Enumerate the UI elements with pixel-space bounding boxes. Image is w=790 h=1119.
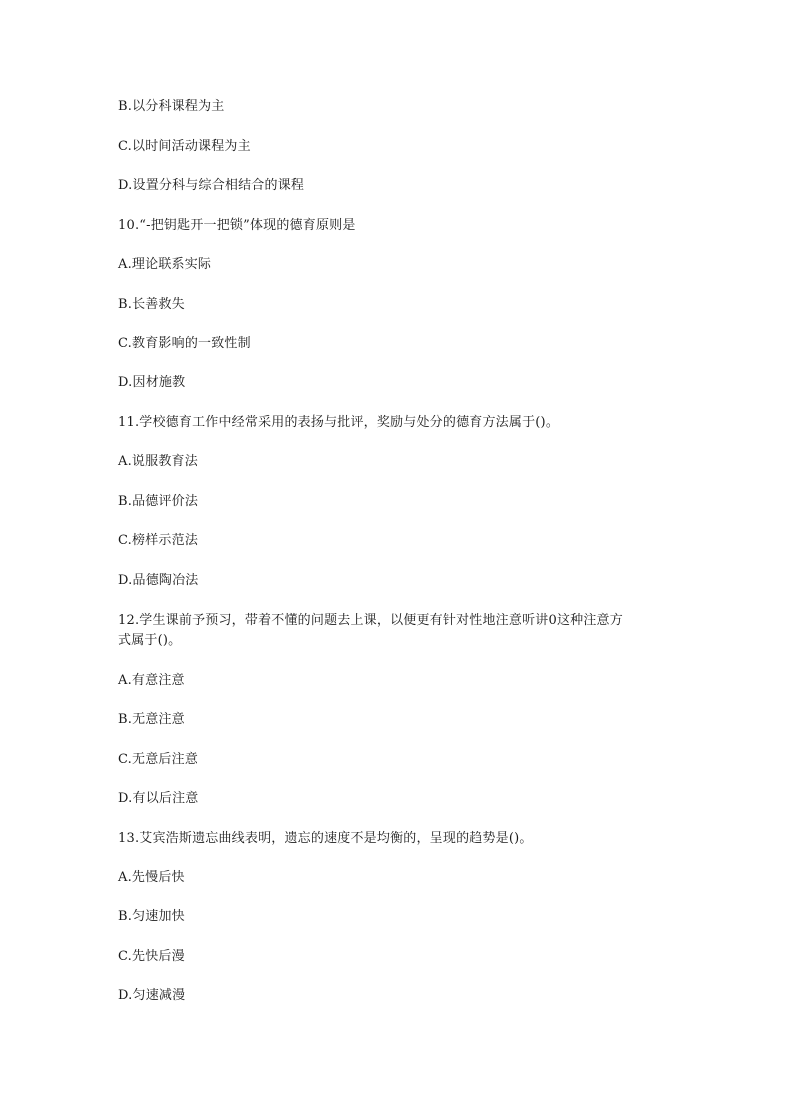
q13-option-a: A.先慢后快 [118, 870, 185, 885]
q9-option-c: C.以时间活动课程为主 [118, 139, 251, 154]
q12-option-a: A.有意注意 [118, 673, 185, 688]
q11-option-b: B.品德评价法 [118, 494, 199, 509]
q12-option-c: C.无意后注意 [118, 752, 199, 767]
q13-option-c: C.先快后漫 [118, 949, 185, 964]
q9-option-d: D.设置分科与综合相结合的课程 [118, 178, 305, 193]
q12-option-d: D.有以后注意 [118, 791, 199, 806]
q10-option-b: B.长善救失 [118, 297, 185, 312]
question-12-line-1: 12.学生课前予预习，带着不懂的问题去上课，以便更有针对性地注意听讲0这种注意方 [118, 613, 623, 628]
q11-option-d: D.品德陶冶法 [118, 573, 199, 588]
q10-option-c: C.教育影响的一致性制 [118, 336, 251, 351]
question-11: 11.学校德育工作中经常采用的表扬与批评，奖励与处分的德育方法属于()。 [118, 415, 560, 430]
q13-option-b: B.匀速加快 [118, 909, 185, 924]
q13-option-d: D.匀速减漫 [118, 988, 186, 1003]
q11-option-c: C.榜样示范法 [118, 533, 199, 548]
q10-option-a: A.理论联系实际 [118, 257, 212, 272]
q10-option-d: D.因材施教 [118, 375, 186, 390]
question-12-line-2: 式属于()。 [118, 633, 182, 648]
question-13: 13.艾宾浩斯遗忘曲线表明，遗忘的速度不是均衡的，呈现的趋势是()。 [118, 831, 533, 846]
q9-option-b: B.以分科课程为主 [118, 99, 225, 114]
question-10: 10.“-把钥匙开一把锁”体现的德育原则是 [118, 218, 356, 233]
q12-option-b: B.无意注意 [118, 712, 185, 727]
q11-option-a: A.说服教育法 [118, 454, 198, 469]
